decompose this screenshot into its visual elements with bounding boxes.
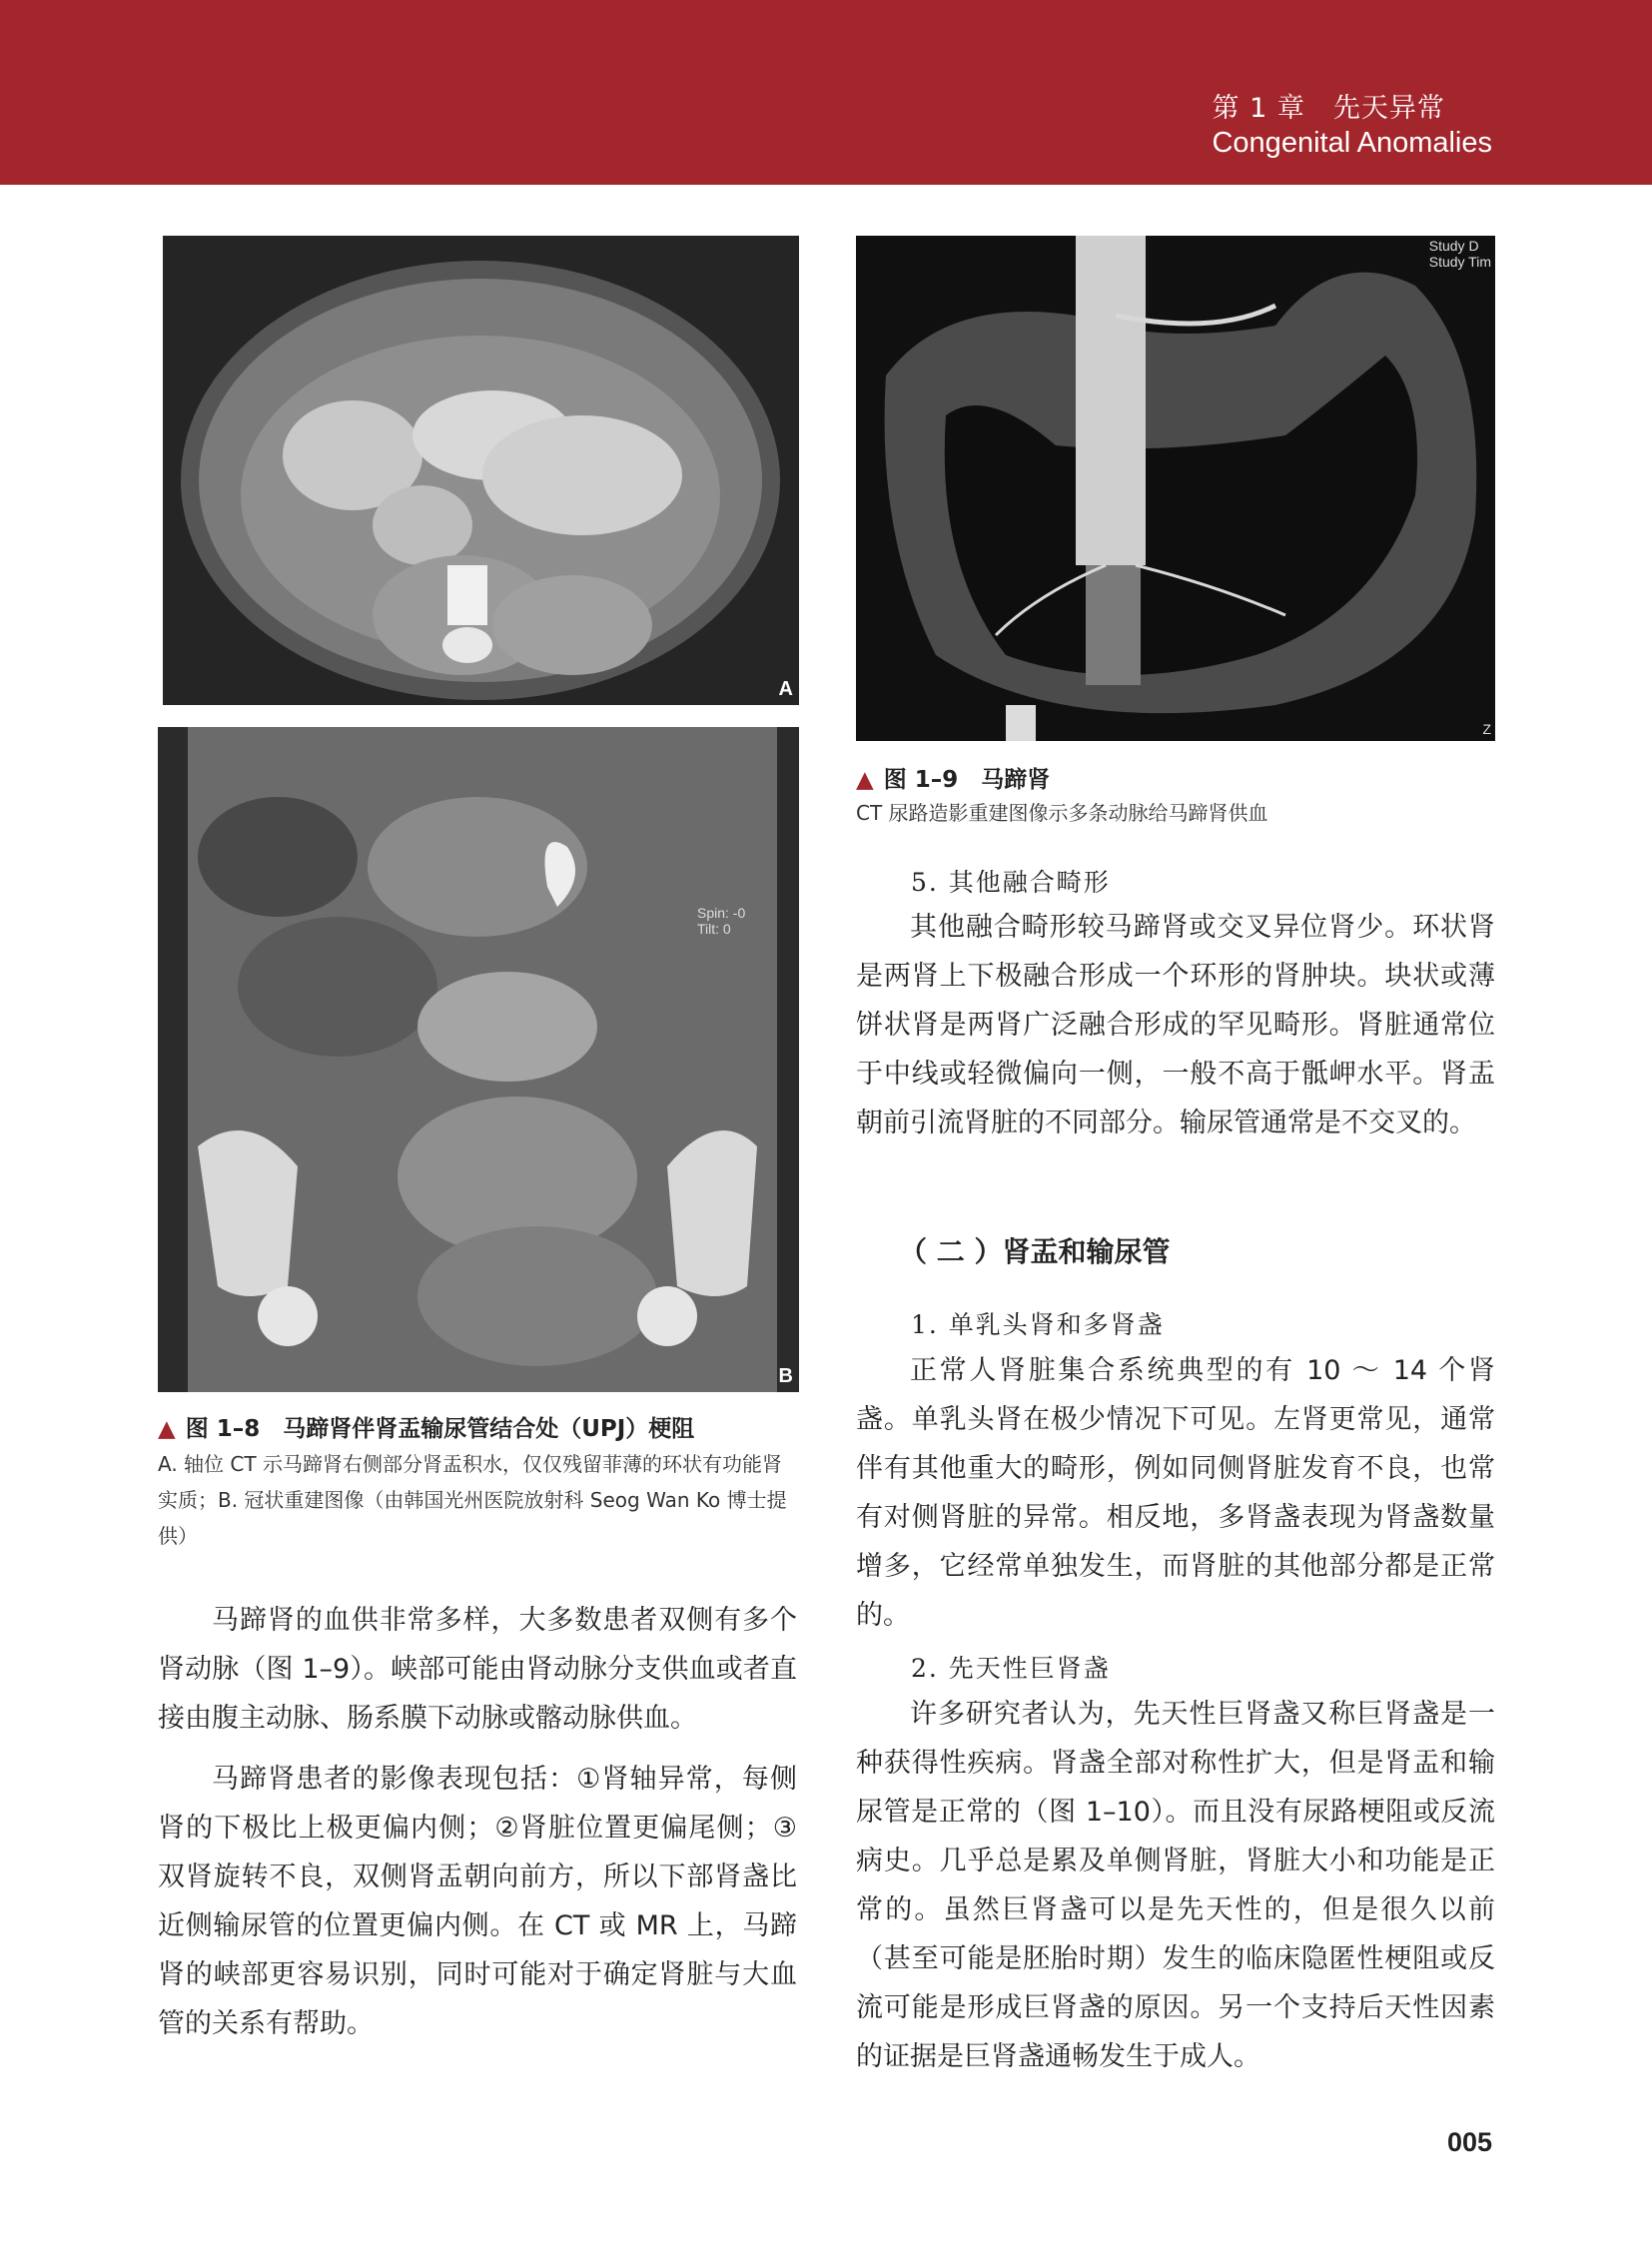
- figure-1-8a-axial-ct: [163, 236, 799, 705]
- section-heading-pelvis-ureter: （ 二 ）肾盂和输尿管: [899, 1235, 1171, 1268]
- figure-1-8-caption-title: [158, 1410, 694, 1443]
- study-info-readout: [1429, 238, 1491, 270]
- chapter-header-text: [1212, 92, 1492, 160]
- ct-urography-3d-image: [856, 236, 1495, 741]
- figure-1-9-caption-title: [856, 761, 1050, 794]
- left-column-text: [158, 1596, 797, 2048]
- paragraph-megacalycosis-text: 许多研究者认为，先天性巨肾盏又称巨肾盏是一种获得性疾病。肾盏全部对称性扩大，但是肾盂和输尿管是正常的（图 1–10）。而且没有尿路梗阻或反流病史。几乎总是累及单侧肾脏，肾脏大小和功能是正常的。虽然巨肾盏可以是先天性的，但是很久以前（甚至可能是胚胎时期）发生的临床隐匿性梗阻或反流可能是形成巨肾盏的原因。另一个支持后天性因素的证据是巨肾盏通畅发生于成人。: [856, 1699, 1495, 2072]
- tilt-value: Tilt: 0: [697, 921, 731, 937]
- spin-value: Spin: -0: [697, 905, 746, 921]
- coronal-ct-image: [158, 727, 799, 1392]
- figure-1-9-caption-body: CT 尿路造影重建图像示多条动脉给马蹄肾供血: [856, 801, 1268, 825]
- figure-a-label: A: [778, 678, 793, 700]
- orientation-marker: Z: [1482, 721, 1491, 737]
- subheading-other-fusion: 5. 其他融合畸形: [911, 868, 1111, 897]
- figure-1-8-caption-body: A. 轴位 CT 示马蹄肾右侧部分肾盂积水，仅仅残留菲薄的环状有功能肾实质；B. 冠状重建图像（由韩国光州医院放射科 Seog Wan Ko 博士提供）: [158, 1452, 787, 1548]
- paragraph-other-fusion: [856, 903, 1495, 1147]
- paragraph-other-fusion-text: 其他融合畸形较马蹄肾或交叉异位肾少。环状肾是两肾上下极融合形成一个环形的肾肿块。块状或薄饼状肾是两肾广泛融合形成的罕见畸形。肾脏通常位于中线或轻微偏向一侧，一般不高于骶岬水平。肾盂朝前引流肾脏的不同部分。输尿管通常是不交叉的。: [856, 912, 1495, 1138]
- study-time-text: Study Tim: [1428, 254, 1491, 270]
- subheading-unipapillary: 1. 单乳头肾和多肾盏: [911, 1310, 1165, 1339]
- chapter-title-en: Congenital Anomalies: [1212, 127, 1492, 159]
- axial-ct-image: [163, 236, 799, 705]
- paragraph-unipapillary-text: 正常人肾脏集合系统典型的有 10 ～ 14 个肾盏。单乳头肾在极少情况下可见。左肾更常见，通常伴有其他重大的畸形，例如同侧肾脏发育不良，也常有对侧肾脏的异常。相反地，多肾盏表现为肾盏数量增多，它经常单独发生，而肾脏的其他部分都是正常的。: [856, 1355, 1495, 1631]
- coronal-spin-readout: [697, 905, 745, 937]
- caption-triangle-icon: ▲: [158, 1416, 176, 1442]
- chapter-header-band: [0, 0, 1652, 185]
- fig18-title-text: 图 1–8 马蹄肾伴肾盂输尿管结合处（UPJ）梗阻: [185, 1416, 695, 1442]
- figure-1-8b-coronal-ct: [158, 727, 799, 1392]
- paragraph-imaging-findings: 马蹄肾患者的影像表现包括：①肾轴异常，每侧肾的下极比上极更偏内侧；②肾脏位置更偏尾侧；③双肾旋转不良，双侧肾盂朝向前方，所以下部肾盏比近侧输尿管的位置更偏内侧。在 CT 或 MR 上，马蹄肾的峡部更容易识别，同时可能对于确定肾脏与大血管的关系有帮助。: [158, 1764, 797, 2039]
- study-date-text: Study D: [1428, 238, 1479, 254]
- fig19-title-text: 图 1–9 马蹄肾: [883, 767, 1051, 793]
- figure-b-label: B: [778, 1365, 793, 1387]
- figure-1-9-ct-urography: [856, 236, 1495, 741]
- paragraph-blood-supply: 马蹄肾的血供非常多样，大多数患者双侧有多个肾动脉（图 1–9）。峡部可能由肾动脉分支供血或者直接由腹主动脉、肠系膜下动脉或髂动脉供血。: [158, 1605, 797, 1734]
- caption-triangle-icon: ▲: [856, 767, 874, 793]
- subheading-megacalycosis: 2. 先天性巨肾盏: [911, 1654, 1111, 1683]
- paragraph-unipapillary: [856, 1346, 1495, 1640]
- chapter-title-cn: 第 1 章 先天异常: [1212, 93, 1445, 124]
- page-number: 005: [1446, 2127, 1492, 2157]
- paragraph-megacalycosis: [856, 1690, 1495, 2081]
